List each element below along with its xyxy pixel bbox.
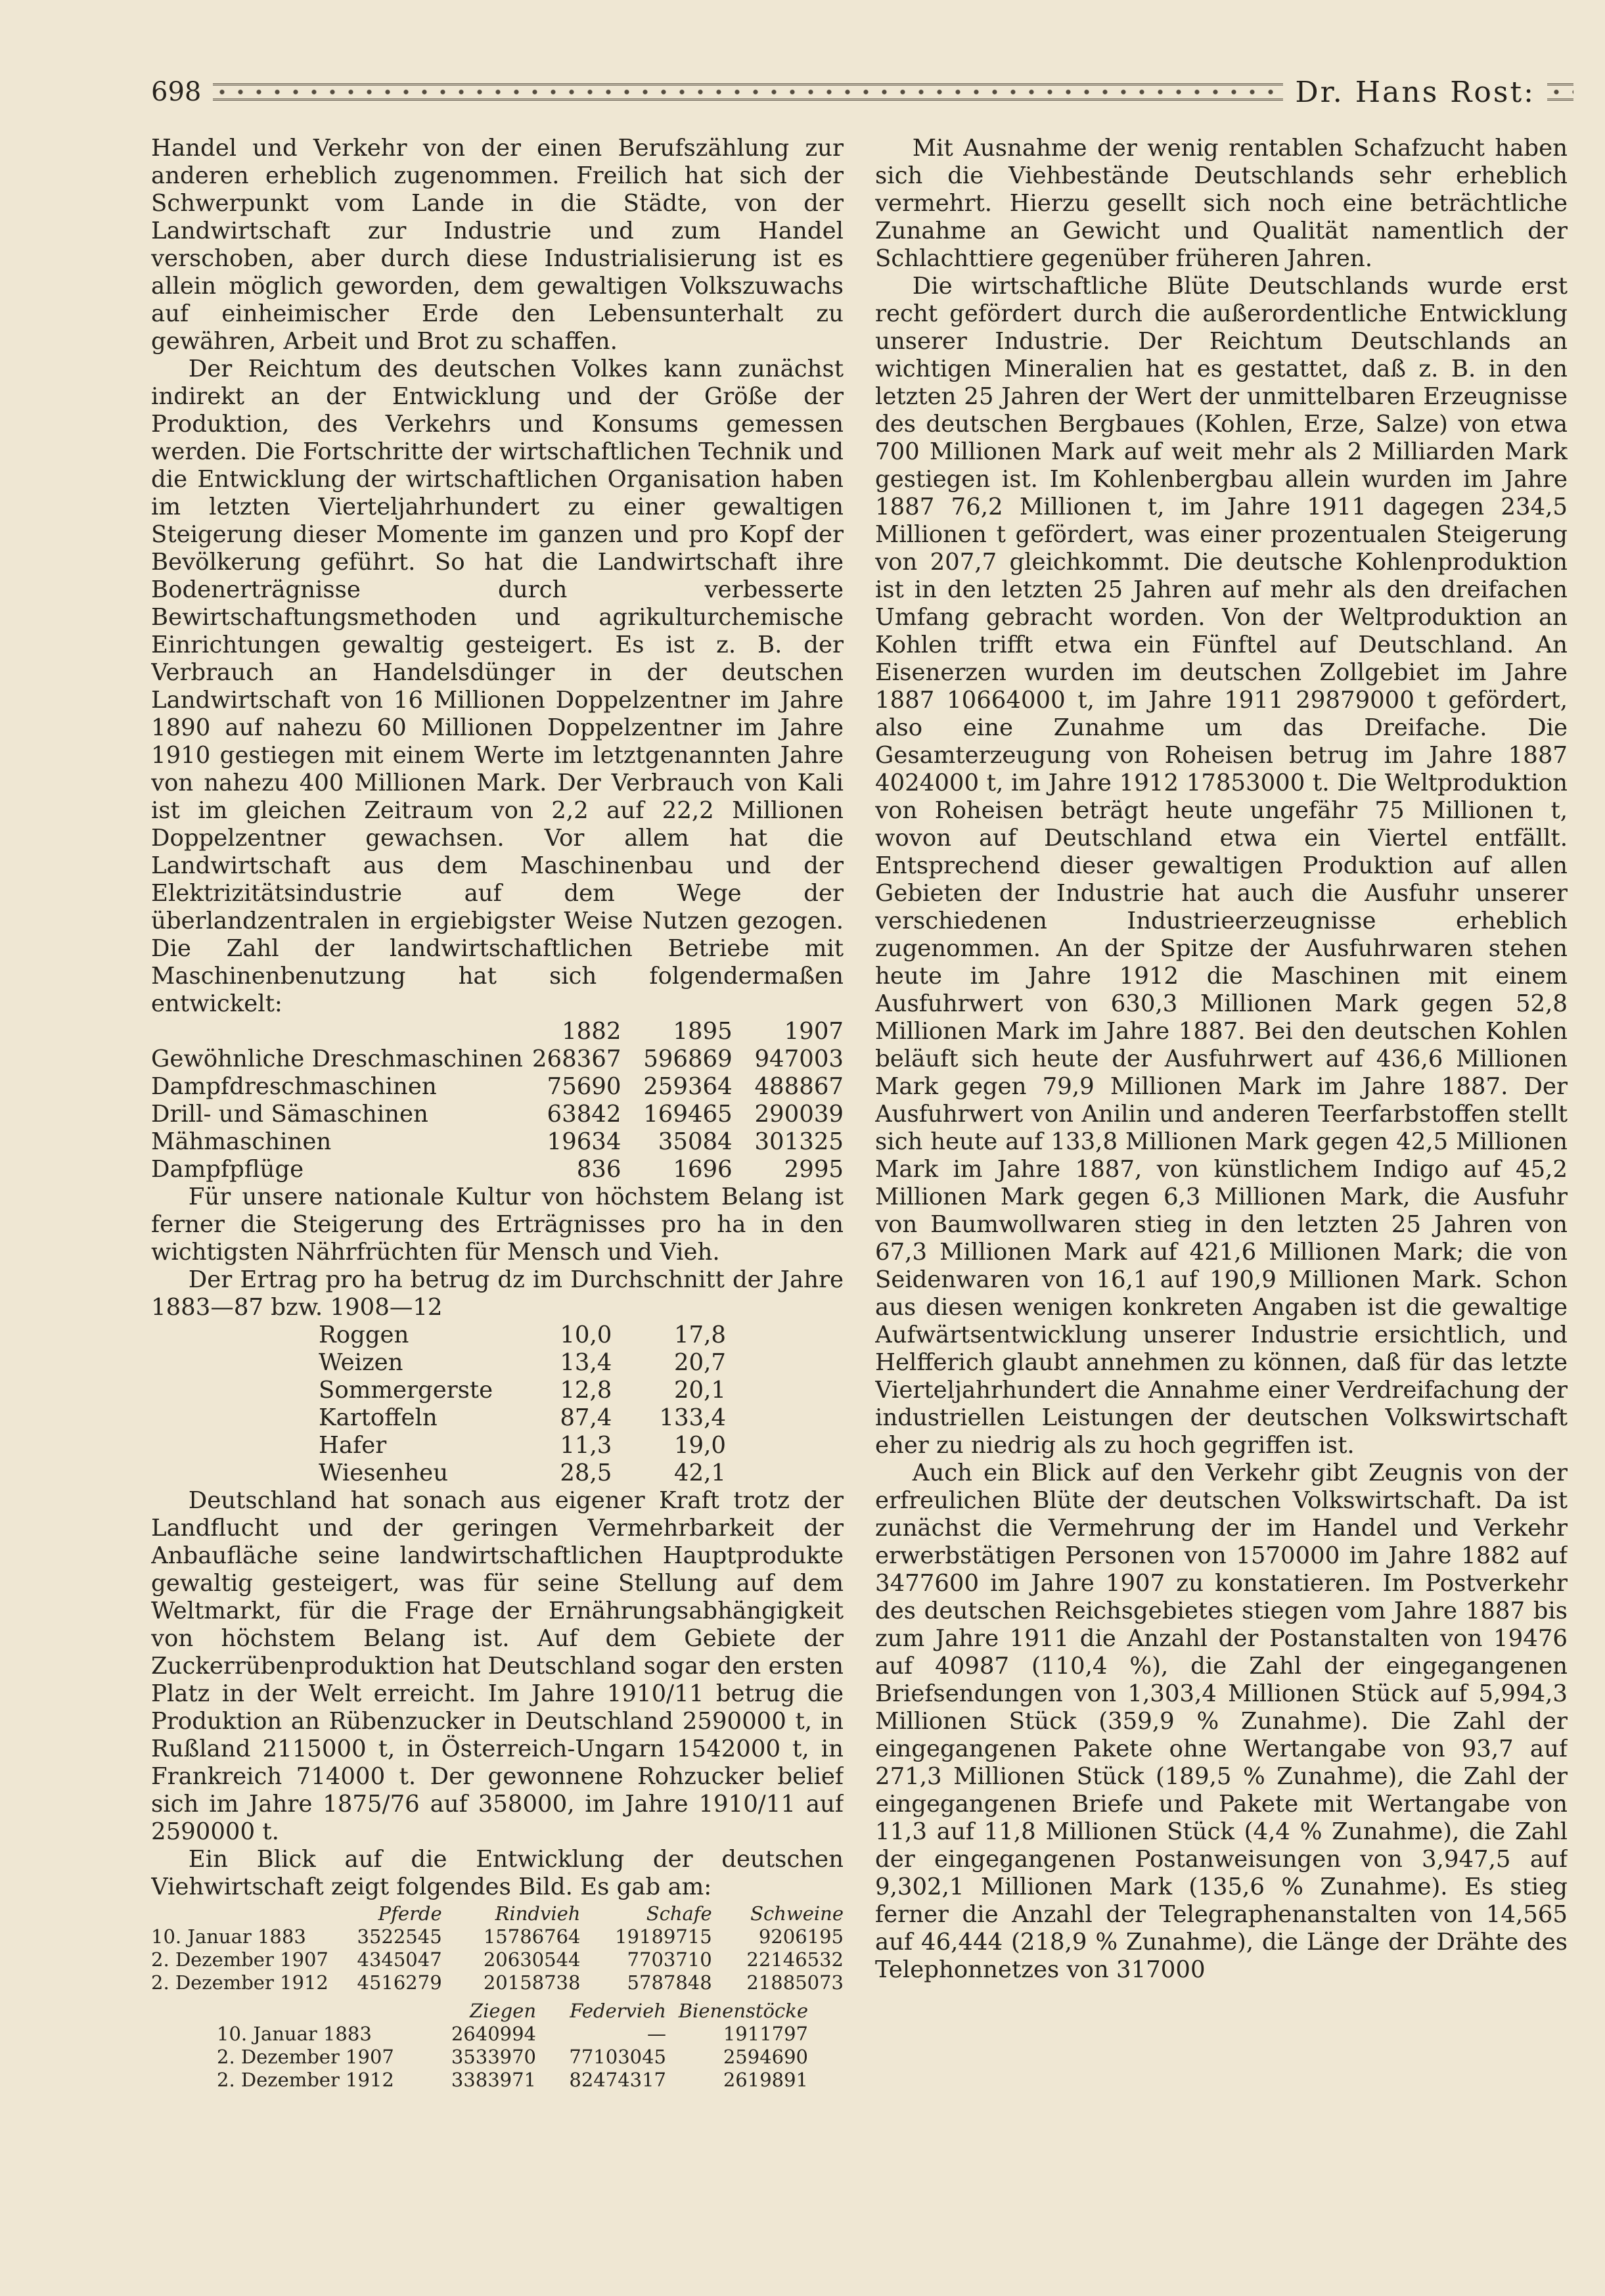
table-cell: 301325 <box>754 1128 844 1155</box>
machines-year: 1895 <box>673 1018 733 1045</box>
table-row <box>319 1377 726 1404</box>
machines-header-row <box>151 1018 844 1045</box>
table-row <box>217 2069 808 2092</box>
table-row <box>217 2046 808 2069</box>
table-row <box>319 1432 726 1459</box>
table-cell: 20,1 <box>673 1377 726 1404</box>
table-cell: 4516279 <box>357 1971 442 1994</box>
table-row <box>151 1073 844 1101</box>
machine-label: Mähmaschinen <box>151 1128 332 1155</box>
table-cell: 19,0 <box>673 1432 726 1459</box>
table-row <box>217 2023 808 2046</box>
table-cell: 596869 <box>643 1045 733 1072</box>
table-cell: 133,4 <box>659 1404 726 1431</box>
crop-label: Hafer <box>319 1432 387 1459</box>
table-cell: 20,7 <box>673 1349 726 1376</box>
table-cell: 488867 <box>754 1073 844 1100</box>
right-paragraph-1: Mit Ausnahme der wenig rentablen Schafzucht haben sich die Viehbestände Deutschlands sehr erheblich vermehrt. Hierzu gesellt sich noch eine beträchtliche Zunahme an Gewicht und Qualität namentlich der Schlachttiere gegenüber früheren Jahren. <box>875 135 1568 272</box>
table-row <box>151 1156 844 1183</box>
machines-table <box>151 1018 844 1183</box>
table-cell: 19189715 <box>615 1925 712 1948</box>
table-cell: 12,8 <box>560 1377 612 1404</box>
table-cell: 28,5 <box>560 1459 612 1486</box>
row-date: 2. Dezember 1907 <box>217 2046 394 2068</box>
left-paragraph-2: Der Reichtum des deutschen Volkes kann zunächst indirekt an der Entwicklung und der Größe der Produktion, des Verkehrs und Konsums gemessen werden. Die Fortschritte der wirtschaftlichen Technik und die Entwicklung der wirtschaftlichen Organisation haben im letzten Vierteljahrhundert zu einer gewaltigen Steigerung dieser Momente im ganzen und pro Kopf der Bevölkerung geführt. So hat die Landwirtschaft ihre Bodenerträgnisse durch verbesserte Bewirtschaftungsmethoden und agrikulturchemische Einrichtungen gewaltig gesteigert. Es ist z. B. der Verbrauch an Handelsdünger in der deutschen Landwirtschaft von 16 Millionen Doppelzentner im Jahre 1890 auf nahezu 60 Millionen Doppelzentner im Jahre 1910 gestiegen mit einem Werte im letztgenannten Jahre von nahezu 400 Millionen Mark. Der Verbrauch von Kali ist im gleichen Zeitraum von 2,2 auf 22,2 Millionen Doppelzentner gewachsen. Vor allem hat die Landwirtschaft aus dem Maschinenbau und der Elektrizitätsindustrie auf dem Wege der überlandzentralen in ergiebigster Weise Nutzen gezogen. Die Zahl der landwirtschaftlichen Betriebe mit Maschinenbenutzung hat sich folgendermaßen entwickelt: <box>151 356 844 1017</box>
table-cell: 3383971 <box>451 2069 536 2091</box>
table-cell: 290039 <box>754 1101 844 1128</box>
machine-label: Dampfpflüge <box>151 1156 304 1183</box>
machines-year: 1907 <box>784 1018 844 1045</box>
table-cell: 5787848 <box>627 1971 712 1994</box>
table-row <box>151 1101 844 1128</box>
left-column <box>151 135 844 2231</box>
machines-year: 1882 <box>562 1018 622 1045</box>
table-cell: 77103045 <box>569 2046 666 2068</box>
table-cell: 42,1 <box>673 1459 726 1486</box>
table-cell: 1911797 <box>723 2023 808 2045</box>
table-cell: 11,3 <box>560 1432 612 1459</box>
table-cell: 2640994 <box>451 2023 536 2045</box>
table-cell: 15786764 <box>483 1925 581 1948</box>
table-row <box>151 1128 844 1156</box>
row-date: 2. Dezember 1912 <box>151 1971 328 1994</box>
table-cell: 82474317 <box>569 2069 666 2091</box>
table-cell: 21885073 <box>746 1971 844 1994</box>
table-cell: 20630544 <box>483 1948 581 1971</box>
table-cell: 13,4 <box>560 1349 612 1376</box>
livestock-header-row <box>217 2000 808 2023</box>
table-cell: 2594690 <box>723 2046 808 2068</box>
table-cell: 268367 <box>531 1045 622 1072</box>
row-date: 2. Dezember 1907 <box>151 1948 328 1971</box>
left-paragraph-6: Ein Blick auf die Entwicklung der deutschen Viehwirtschaft zeigt folgendes Bild. Es gab am: <box>151 1846 844 1900</box>
livestock-table-2 <box>217 2000 808 2092</box>
livestock-table-1 <box>151 1902 844 1994</box>
table-cell: 947003 <box>754 1045 844 1072</box>
column-header: Rindvieh <box>495 1902 581 1925</box>
header-ornament-left <box>213 83 1283 101</box>
column-header: Bienenstöcke <box>678 2000 808 2022</box>
livestock-header-row <box>151 1902 844 1925</box>
table-cell: 169465 <box>643 1101 733 1128</box>
crop-label: Roggen <box>319 1321 409 1348</box>
table-cell: 22146532 <box>746 1948 844 1971</box>
left-paragraph-4: Der Ertrag pro ha betrug dz im Durchschnitt der Jahre 1883—87 bzw. 1908—12 <box>151 1266 844 1321</box>
column-header: Schafe <box>646 1902 712 1925</box>
row-date: 10. Januar 1883 <box>151 1925 306 1948</box>
right-paragraph-2: Die wirtschaftliche Blüte Deutschlands wurde erst recht gefördert durch die außerordentliche Entwicklung unserer Industrie. Der Reichtum Deutschlands an wichtigen Mineralien hat es gestattet, daß z. B. in den letzten 25 Jahren der Wert der unmittelbaren Erzeugnisse des deutschen Bergbaues (Kohlen, Erze, Salze) von etwa 700 Millionen Mark auf weit mehr als 2 Milliarden Mark gestiegen ist. Im Kohlenbergbau allein wurden im Jahre 1887 76,2 Millionen t, im Jahre 1911 dagegen 234,5 Millionen t gefördert, was einer prozentualen Steigerung von 207,7 gleichkommt. Die deutsche Kohlenproduktion ist in den letzten 25 Jahren auf mehr als den dreifachen Umfang gebracht worden. Von der Weltproduktion an Kohlen trifft etwa ein Fünftel auf Deutschland. An Eisenerzen wurden im deutschen Zollgebiet im Jahre 1887 10664000 t, im Jahre 1911 29879000 t gefördert, also eine Zunahme um das Dreifache. Die Gesamterzeugung von Roheisen betrug im Jahre 1887 4024000 t, im Jahre 1912 17853000 t. Die Weltproduktion von Roheisen beträgt heute ungefähr 75 Millionen t, wovon auf Deutschland etwa ein Viertel entfällt. Entsprechend dieser gewaltigen Produktion auf allen Gebieten der Industrie hat auch die Ausfuhr unserer verschiedenen Industrieerzeugnisse erheblich zugenommen. An der Spitze der Ausfuhrwaren stehen heute im Jahre 1912 die Maschinen mit einem Ausfuhrwert von 630,3 Millionen Mark gegen 52,8 Millionen Mark im Jahre 1887. Bei den deutschen Kohlen beläuft sich heute der Ausfuhrwert auf 436,6 Millionen Mark gegen 79,9 Millionen Mark im Jahre 1887. Der Ausfuhrwert von Anilin und anderen Teerfarbstoffen stellt sich heute auf 133,8 Millionen Mark gegen 42,5 Millionen Mark im Jahre 1887, von künstlichem Indigo auf 45,2 Millionen Mark gegen 6,3 Millionen Mark, die Ausfuhr von Baumwollwaren stieg in den letzten 25 Jahren von 67,3 Millionen Mark auf 421,6 Millionen Mark; die von Seidenwaren von 16,1 auf 190,9 Millionen Mark. Schon aus diesen wenigen konkreten Angaben ist die gewaltige Aufwärtsentwicklung unserer Industrie ersichtlich, und Helfferich glaubt annehmen zu können, daß für das letzte Vierteljahrhundert die Annahme einer Verdreifachung der industriellen Leistungen der deutschen Volkswirtschaft eher zu niedrig als zu hoch gegriffen ist. <box>875 273 1568 1459</box>
table-cell: 2619891 <box>723 2069 808 2091</box>
running-head-author: Dr. Hans Rost: <box>1295 75 1535 109</box>
left-paragraph-1: Handel und Verkehr von der einen Berufszählung zur anderen erheblich zugenommen. Freilich hat sich der Schwerpunkt vom Lande in die Städte, von der Landwirtschaft zur Industrie und zum Handel verschoben, aber durch diese Industrialisierung ist es allein möglich geworden, dem gewaltigen Volkszuwachs auf einheimischer Erde den Lebensunterhalt zu gewähren, Arbeit und Brot zu schaffen. <box>151 135 844 355</box>
table-cell: 836 <box>576 1156 622 1183</box>
left-paragraph-5: Deutschland hat sonach aus eigener Kraft trotz der Landflucht und der geringen Vermehrbarkeit der Anbaufläche seine landwirtschaftlichen Hauptprodukte gewaltig gesteigert, was für seine Stellung auf dem Weltmarkt, für die Frage der Ernährungsabhängigkeit von höchstem Belang ist. Auf dem Gebiete der Zuckerrübenproduktion hat Deutschland sogar den ersten Platz in der Welt erreicht. Im Jahre 1910/11 betrug die Produktion an Rübenzucker in Deutschland 2590000 t, in Rußland 2115000 t, in Österreich-Ungarn 1542000 t, in Frankreich 714000 t. Der gewonnene Rohzucker belief sich im Jahre 1875/76 auf 358000, im Jahre 1910/11 auf 2590000 t. <box>151 1487 844 1845</box>
table-cell: 87,4 <box>560 1404 612 1431</box>
crop-label: Sommergerste <box>319 1377 493 1404</box>
table-cell: 259364 <box>643 1073 733 1100</box>
table-row <box>151 1925 844 1948</box>
crop-label: Wiesenheu <box>319 1459 449 1486</box>
machine-label: Gewöhnliche Dreschmaschinen <box>151 1045 523 1072</box>
table-row <box>151 1948 844 1971</box>
table-cell: 1696 <box>673 1156 733 1183</box>
table-row <box>319 1404 726 1432</box>
table-cell: 17,8 <box>673 1321 726 1348</box>
table-cell: 2995 <box>784 1156 844 1183</box>
table-cell: 35084 <box>658 1128 733 1155</box>
column-header: Pferde <box>378 1902 442 1925</box>
left-paragraph-3: Für unsere nationale Kultur von höchstem Belang ist ferner die Steigerung des Erträgnisses pro ha in den wichtigsten Nährfrüchten für Mensch und Vieh. <box>151 1183 844 1266</box>
table-row <box>319 1321 726 1349</box>
right-paragraph-3: Auch ein Blick auf den Verkehr gibt Zeugnis von der erfreulichen Blüte der deutschen Volkswirtschaft. Da ist zunächst die Vermehrung der im Handel und Verkehr erwerbstätigen Personen von 1570000 im Jahre 1882 auf 3477600 im Jahre 1907 zu konstatieren. Im Postverkehr des deutschen Reichsgebietes stiegen vom Jahre 1887 bis zum Jahre 1911 die Anzahl der Postanstalten von 19476 auf 40987 (110,4 %), die Zahl der eingegangenen Briefsendungen von 1,303,4 Millionen Stück auf 5,994,3 Millionen Stück (359,9 % Zunahme). Die Zahl der eingegangenen Pakete ohne Wertangabe von 93,7 auf 271,3 Millionen Stück (189,5 % Zunahme), die Zahl der eingegangenen Briefe und Pakete mit Wertangabe von 11,3 auf 11,8 Millionen Stück (4,4 % Zunahme), die Zahl der eingegangenen Postanweisungen von 3,947,5 auf 9,302,1 Millionen Mark (135,6 % Zunahme). Es stieg ferner die Anzahl der Telegraphenanstalten von 14,565 auf 46,444 (218,9 % Zunahme), die Länge der Drähte des Telephonnetzes von 317000 <box>875 1459 1568 1983</box>
machine-label: Drill- und Sämaschinen <box>151 1101 428 1128</box>
column-header: Federvieh <box>570 2000 666 2022</box>
page-number: 698 <box>151 77 202 107</box>
table-row <box>319 1459 726 1487</box>
column-header: Ziegen <box>470 2000 536 2022</box>
header-ornament-right <box>1547 83 1573 101</box>
page-header <box>151 71 1573 113</box>
crop-label: Weizen <box>319 1349 403 1376</box>
table-cell: 63842 <box>547 1101 622 1128</box>
machine-label: Dampfdreschmaschinen <box>151 1073 437 1100</box>
column-header: Schweine <box>750 1902 844 1925</box>
table-cell: 9206195 <box>758 1925 844 1948</box>
table-cell: 10,0 <box>560 1321 612 1348</box>
table-cell: 7703710 <box>627 1948 712 1971</box>
table-cell: 75690 <box>547 1073 622 1100</box>
right-column <box>875 135 1568 2231</box>
table-row <box>151 1971 844 1994</box>
table-cell: 3533970 <box>451 2046 536 2068</box>
table-cell: — <box>647 2023 666 2045</box>
row-date: 2. Dezember 1912 <box>217 2069 394 2091</box>
table-row <box>319 1349 726 1377</box>
crop-label: Kartoffeln <box>319 1404 438 1431</box>
table-cell: 3522545 <box>357 1925 442 1948</box>
table-row <box>151 1045 844 1073</box>
table-cell: 19634 <box>547 1128 622 1155</box>
table-cell: 4345047 <box>357 1948 442 1971</box>
crop-yield-table <box>319 1321 726 1487</box>
table-cell: 20158738 <box>483 1971 581 1994</box>
row-date: 10. Januar 1883 <box>217 2023 372 2045</box>
